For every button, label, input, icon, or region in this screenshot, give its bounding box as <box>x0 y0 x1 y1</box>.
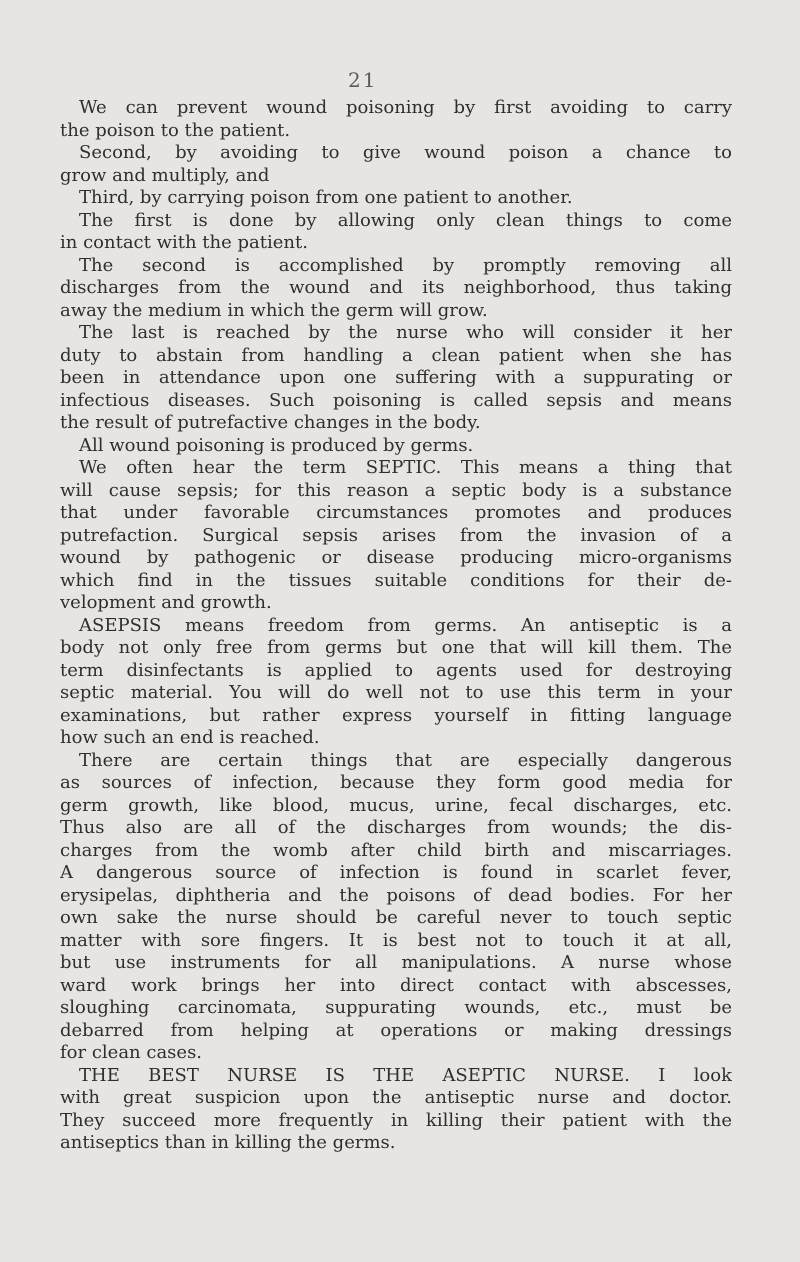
body-text <box>60 97 732 1155</box>
text-line: which find in the tissues suitable conditions for their de- <box>60 569 732 591</box>
page-number: 21 <box>348 68 378 92</box>
text-line: away the medium in which the germ will grow. <box>60 299 488 321</box>
text-line: septic material. You will do well not to use this term in your <box>60 682 732 703</box>
text-line: as sources of infection, because they form good media for <box>60 772 732 793</box>
text-line: A dangerous source of infection is found in scarlet fever, <box>60 862 732 883</box>
text-line: ASEPSIS means freedom from germs. An antiseptic is a <box>79 614 732 636</box>
text-line: charges from the womb after child birth and miscarriages. <box>60 839 732 861</box>
text-line: duty to abstain from handling a clean patient when she has <box>60 344 732 366</box>
text-line: Third, by carrying poison from one patient to another. <box>79 187 573 208</box>
text-line: how such an end is reached. <box>60 727 320 748</box>
text-line: own sake the nurse should be careful never to touch septic <box>60 907 732 928</box>
text-line: wound by pathogenic or disease producing micro-organisms <box>60 547 732 568</box>
text-line: been in attendance upon one suffering with a suppurating or <box>60 367 732 388</box>
text-line: erysipelas, diphtheria and the poisons of dead bodies. For her <box>60 884 732 906</box>
text-line: Thus also are all of the discharges from wounds; the dis- <box>60 817 732 838</box>
text-line: Second, by avoiding to give wound poison a chance to <box>79 142 732 163</box>
text-line: We can prevent wound poisoning by first avoiding to carry <box>79 97 732 118</box>
text-line: They succeed more frequently in killing their patient with the <box>60 1109 732 1131</box>
text-line: The last is reached by the nurse who will consider it her <box>79 322 732 343</box>
text-line: the result of putrefactive changes in the body. <box>60 412 481 433</box>
text-line: sloughing carcinomata, suppurating wounds, etc., must be <box>60 997 732 1018</box>
text-line: ward work brings her into direct contact with abscesses, <box>60 974 732 996</box>
text-line: The second is accomplished by promptly removing all <box>79 254 732 276</box>
text-line: matter with sore fingers. It is best not to touch it at all, <box>60 929 732 951</box>
text-line: term disinfectants is applied to agents used for destroying <box>60 659 732 681</box>
text-line: that under favorable circumstances promotes and produces <box>60 502 732 523</box>
text-line: examinations, but rather express yourself in fitting language <box>60 704 732 726</box>
text-line: germ growth, like blood, mucus, urine, fecal discharges, etc. <box>60 794 732 816</box>
text-line: debarred from helping at operations or making dressings <box>60 1019 732 1041</box>
text-line: but use instruments for all manipulations. A nurse whose <box>60 952 732 973</box>
text-line: There are certain things that are especially dangerous <box>79 749 732 771</box>
text-line: with great suspicion upon the antiseptic nurse and doctor. <box>60 1087 732 1108</box>
text-line: antiseptics than in killing the germs. <box>60 1132 396 1153</box>
text-line: grow and multiply, and <box>60 164 270 186</box>
text-line: putrefaction. Surgical sepsis arises from the invasion of a <box>60 524 732 546</box>
text-line: in contact with the patient. <box>60 232 308 253</box>
text-line: velopment and growth. <box>60 592 272 613</box>
text-line: The first is done by allowing only clean things to come <box>79 209 732 231</box>
text-line: will cause sepsis; for this reason a septic body is a substance <box>60 479 732 501</box>
text-line: for clean cases. <box>60 1042 203 1063</box>
text-line: All wound poisoning is produced by germs. <box>79 434 474 456</box>
text-line: body not only free from germs but one that will kill them. The <box>60 637 732 658</box>
text-line: the poison to the patient. <box>60 119 291 141</box>
text-line: discharges from the wound and its neighborhood, thus taking <box>60 277 732 298</box>
text-line: THE BEST NURSE IS THE ASEPTIC NURSE. I look <box>79 1064 732 1086</box>
text-line: We often hear the term SEPTIC. This means a thing that <box>79 457 732 478</box>
text-line: infectious diseases. Such poisoning is called sepsis and means <box>60 389 732 411</box>
